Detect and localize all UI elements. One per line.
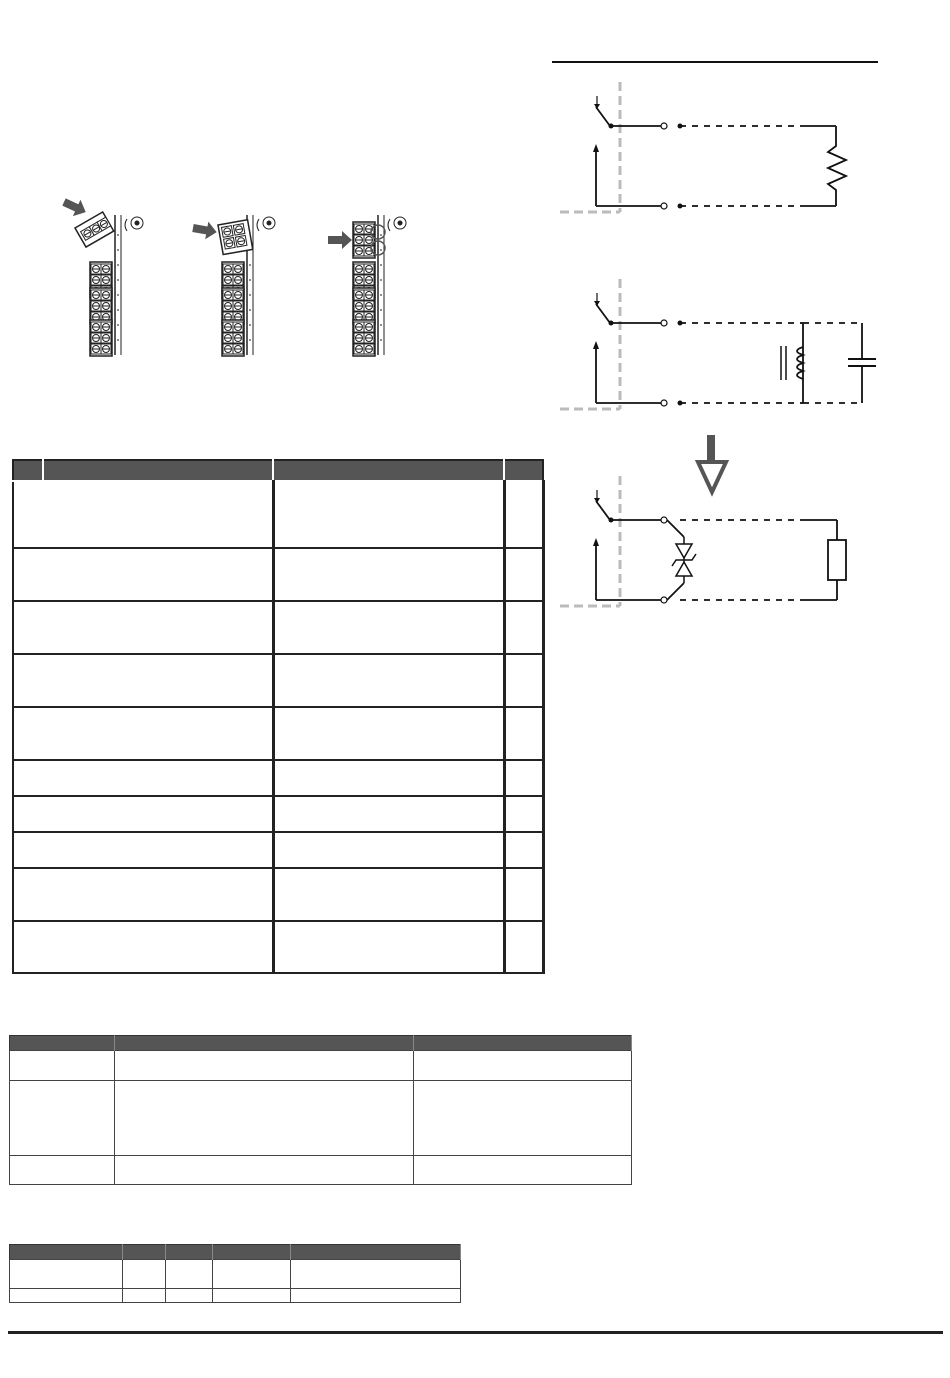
table-cell xyxy=(213,1289,290,1303)
table-cell xyxy=(273,481,504,548)
table-cell xyxy=(10,1081,115,1156)
table-cell xyxy=(13,832,273,868)
tvs-diode-icon xyxy=(672,537,696,583)
table-cell xyxy=(273,548,504,601)
table-row xyxy=(13,832,543,868)
mid-table xyxy=(9,1035,632,1185)
table-row xyxy=(13,548,543,601)
table-row xyxy=(13,601,543,654)
table-cell xyxy=(273,796,504,832)
table-cell xyxy=(504,654,543,707)
table-row xyxy=(10,1260,461,1289)
table-cell xyxy=(13,868,273,921)
table-cell xyxy=(273,601,504,654)
column-header xyxy=(213,1245,290,1260)
table-row xyxy=(10,1081,632,1156)
table-row xyxy=(10,1051,632,1081)
column-header xyxy=(123,1245,166,1260)
table-row xyxy=(13,796,543,832)
table-cell xyxy=(273,654,504,707)
column-header xyxy=(290,1245,460,1260)
table-cell xyxy=(115,1156,413,1185)
table-cell xyxy=(10,1289,123,1303)
table-cell xyxy=(273,868,504,921)
table-cell xyxy=(123,1260,166,1289)
table-header-row xyxy=(10,1036,632,1051)
table-row xyxy=(13,654,543,707)
footer-rule xyxy=(8,1331,943,1334)
table-cell xyxy=(413,1156,631,1185)
table-cell xyxy=(13,921,273,973)
table-cell xyxy=(504,921,543,973)
table-cell xyxy=(273,707,504,760)
table-cell xyxy=(13,548,273,601)
table-cell xyxy=(504,707,543,760)
table-cell xyxy=(10,1260,123,1289)
table-cell xyxy=(273,832,504,868)
table-cell xyxy=(504,601,543,654)
table-cell xyxy=(504,796,543,832)
table-cell xyxy=(413,1051,631,1081)
column-header xyxy=(413,1036,631,1051)
table-cell xyxy=(123,1289,166,1303)
suppressed-load-circuit xyxy=(560,476,846,606)
column-header xyxy=(115,1036,413,1051)
down-arrow-icon xyxy=(698,435,726,492)
table-cell xyxy=(290,1289,460,1303)
table-row xyxy=(13,760,543,796)
table-cell xyxy=(166,1289,213,1303)
table-cell xyxy=(504,548,543,601)
table-cell xyxy=(504,832,543,868)
table-row xyxy=(13,707,543,760)
table-cell xyxy=(10,1051,115,1081)
main-table xyxy=(12,459,545,974)
table-row xyxy=(13,481,543,548)
resistor-icon xyxy=(828,126,846,206)
table-cell xyxy=(115,1081,413,1156)
table-cell xyxy=(213,1260,290,1289)
table-row xyxy=(10,1156,632,1185)
table-cell xyxy=(13,760,273,796)
table-cell xyxy=(10,1156,115,1185)
table-cell xyxy=(13,654,273,707)
table-cell xyxy=(13,796,273,832)
table-cell xyxy=(290,1260,460,1289)
table-cell xyxy=(115,1051,413,1081)
resistive-load-circuit xyxy=(560,82,846,212)
column-header xyxy=(166,1245,213,1260)
table-cell xyxy=(273,921,504,973)
table-header-row xyxy=(13,460,543,481)
table-cell xyxy=(504,760,543,796)
table-header-row xyxy=(10,1245,461,1260)
table-cell xyxy=(13,601,273,654)
inductive-load-circuit xyxy=(560,279,876,409)
column-header xyxy=(273,460,504,481)
coil-icon xyxy=(781,346,803,380)
column-header xyxy=(10,1245,123,1260)
load-box-icon xyxy=(828,540,846,580)
table-cell xyxy=(413,1081,631,1156)
small-table xyxy=(9,1244,461,1303)
column-header xyxy=(504,460,543,481)
table-row xyxy=(10,1289,461,1303)
column-header xyxy=(43,460,273,481)
column-header xyxy=(10,1036,115,1051)
table-cell xyxy=(273,760,504,796)
table-row xyxy=(13,921,543,973)
table-cell xyxy=(13,481,273,548)
column-header xyxy=(13,460,43,481)
table-cell xyxy=(166,1260,213,1289)
table-cell xyxy=(504,481,543,548)
table-cell xyxy=(504,868,543,921)
capacitor-icon xyxy=(848,323,876,403)
table-row xyxy=(13,868,543,921)
table-cell xyxy=(13,707,273,760)
